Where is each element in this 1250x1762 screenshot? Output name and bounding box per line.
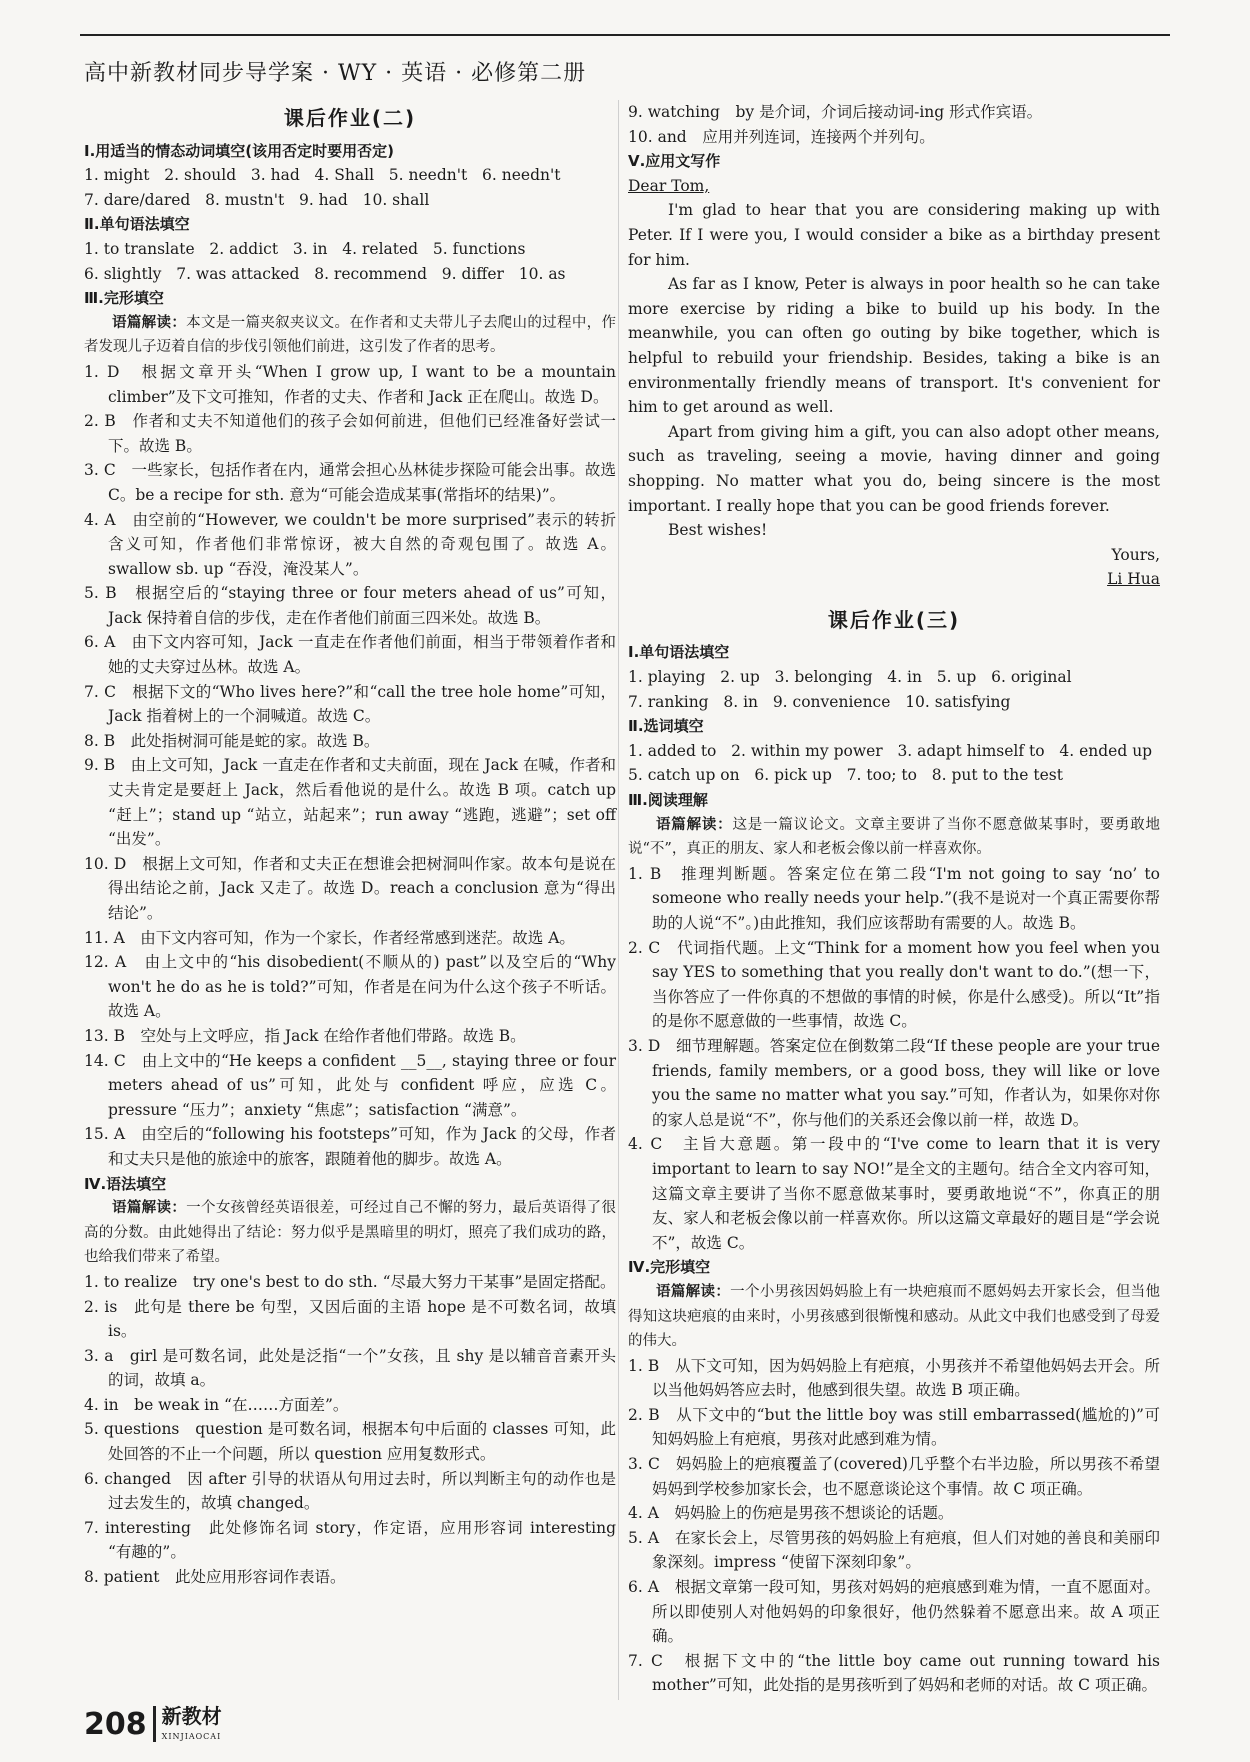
letter-signature: Li Hua: [1107, 570, 1160, 589]
letter-paragraph: As far as I know, Peter is always in poor health so he can take more exercise by riding a bike to build up his body. In the meanwhile, you can often go outing by bike together, which is helpful to rebuild your friendship. Besides, taking a bike is an environmentally friendly means of transport. It's convenient for him to get around as well.: [628, 275, 1160, 417]
answer-item: 11. A 由下文内容可知，作为一个家长，作者经常感到迷茫。故选 A。: [84, 928, 575, 947]
answer-item: 7. interesting 此处修饰名词 story，作定语，应用形容词 interesting “有趣的”。: [84, 1518, 616, 1562]
note-text: 一个女孩曾经英语很差，可经过自己不懈的努力，最后英语得了很高的分数。由此她得出了结论：努力似乎是黑暗里的明灯，照亮了我们成功的路，也给我们带来了希望。: [84, 1200, 617, 1266]
answer-line: 1. playing 2. up 3. belonging 4. in 5. up 6. original: [628, 668, 1072, 687]
page-header: 高中新教材同步导学案 · WY · 英语 · 必修第二册: [84, 61, 587, 86]
answer-item: 12. A 由上文中的“his disobedient(不顺从的) past”以及空后的“Why won't he do as he is told?”可知，作者是在问为什么这个孩子不听话。故选 A。: [84, 953, 616, 1021]
answer-line: 6. slightly 7. was attacked 8. recommend 9. differ 10. as: [84, 264, 566, 283]
heading-grammar-fill: Ⅰ.单句语法填空: [628, 643, 730, 662]
answer-item: 2. C 代词指代题。上文“Think for a moment how you feel when you say YES to something that you really don't want to do.”(想一下，当你答应了一件你真的不想做的事情的时候，你是什么感受)。所以“It”指的是你不愿意做的一些事情，故选 C。: [628, 938, 1160, 1031]
brand-name: 新教材: [161, 1704, 222, 1728]
letter-closing: Yours,: [1111, 545, 1160, 564]
answer-line: 7. dare/dared 8. mustn't 9. had 10. shall: [84, 190, 430, 209]
passage-note: [628, 813, 1160, 862]
answer-item: 1. D 根据文章开头“When I grow up, I want to be a mountain climber”及下文可推知，作者的丈夫、作者和 Jack 正在爬山。故选 D。: [84, 362, 616, 406]
answer-item: 13. B 空处与上文呼应，指 Jack 在给作者他们带路。故选 B。: [84, 1026, 526, 1045]
answer-line: 1. to translate 2. addict 3. in 4. related 5. functions: [84, 239, 526, 258]
answer-line: 7. ranking 8. in 9. convenience 10. satisfying: [628, 692, 1011, 711]
note-label: 语篇解读：: [656, 1283, 731, 1300]
heading-reading: Ⅲ.阅读理解: [628, 791, 708, 810]
top-rule: [80, 34, 1170, 36]
answer-item: 4. C 主旨大意题。第一段中的“I've come to learn that it is very important to learn to say NO!”是全文的主题句。结合全文内容可知，这篇文章主要讲了当你不愿意做某事时，要勇敢地说“不”，你真正的朋友、家人和老板会像以前一样喜欢你。所以这篇文章最好的题目是“学会说不”，故选 C。: [628, 1135, 1160, 1252]
answer-item: 5. A 在家长会上，尽管男孩的妈妈脸上有疤痕，但人们对她的善良和美丽印象深刻。impress “使留下深刻印象”。: [628, 1528, 1160, 1572]
answer-item: 10. and 应用并列连词，连接两个并列句。: [628, 127, 935, 146]
left-column: [84, 100, 616, 1590]
section-title-2: 课后作业(二): [283, 106, 417, 130]
answer-item: 2. is 此句是 there be 句型，又因后面的主语 hope 是不可数名词，故填 is。: [84, 1297, 616, 1341]
section-title-3: 课后作业(三): [827, 607, 961, 632]
heading-word-choice: Ⅱ.选词填空: [628, 717, 704, 736]
heading-cloze: Ⅳ.完形填空: [628, 1258, 711, 1277]
answer-item: 15. A 由空后的“following his footsteps”可知，作为 Jack 的父母，作者和丈夫只是他的旅途中的旅客，跟随着他的脚步。故选 A。: [84, 1125, 616, 1168]
answer-item: 9. B 由上文可知，Jack 一直走在作者和丈夫前面，现在 Jack 在喊，作者和丈夫肯定是要赶上 Jack，然后看他说的是什么。故选 B 项。catch up “赶上”；stand up “站立，站起来”；run away “逃跑，逃避”；set off “出发”。: [84, 756, 616, 849]
note-label: 语篇解读：: [656, 816, 733, 833]
right-column: [628, 100, 1160, 1698]
answer-item: 9. watching by 是介词，介词后接动词-ing 形式作宾语。: [628, 103, 1043, 121]
answer-item: 10. D 根据上文可知，作者和丈夫正在想谁会把树洞叫作家。故本句是说在得出结论之前，Jack 又走了。故选 D。reach a conclusion 意为“得出结论”。: [84, 854, 616, 922]
answer-item: 6. A 由下文内容可知，Jack 一直走在作者他们前面，相当于带领着作者和她的丈夫穿过丛林。故选 A。: [84, 633, 616, 677]
answer-item: 6. A 根据文章第一段可知，男孩对妈妈的疤痕感到难为情，一直不愿面对。所以即使别人对他妈妈的印象很好，他仍然躲着不愿意出来。故 A 项正确。: [628, 1578, 1160, 1646]
answer-item: 2. B 从下文中的“but the little boy was still embarrassed(尴尬的)”可知妈妈脸上有疤痕，男孩对此感到难为情。: [628, 1405, 1160, 1449]
page-footer: [84, 1706, 222, 1742]
note-text: 一个小男孩因妈妈脸上有一块疤痕而不愿妈妈去开家长会，但当他得知这块疤痕的由来时，小男孩感到很惭愧和感动。从此文中我们也感受到了母爱的伟大。: [628, 1283, 1161, 1350]
answer-item: 3. C 一些家长，包括作者在内，通常会担心丛林徒步探险可能会出事。故选 C。be a recipe for sth. 意为“可能会造成某事(常指坏的结果)”。: [84, 461, 616, 504]
answer-item: 8. B 此处指树洞可能是蛇的家。故选 B。: [84, 731, 380, 750]
answer-item: 4. A 妈妈脸上的伤疤是男孩不想谈论的话题。: [628, 1504, 954, 1523]
answer-line: 1. might 2. should 3. had 4. Shall 5. needn't 6. needn't: [84, 166, 561, 185]
brand-subtitle: XINJIAOCAI: [161, 1732, 222, 1741]
heading-cloze: Ⅲ.完形填空: [84, 289, 164, 308]
passage-note: [628, 1280, 1160, 1354]
heading-grammar-fill: Ⅱ.单句语法填空: [84, 215, 190, 234]
letter-paragraph: I'm glad to hear that you are considering making up with Peter. If I were you, I would consider a bike as a birthday present for him.: [628, 201, 1160, 269]
note-label: 语篇解读：: [112, 1200, 187, 1217]
note-label: 语篇解读：: [112, 314, 187, 331]
brand-logo: [153, 1706, 222, 1742]
answer-item: 1. B 推理判断题。答案定位在第二段“I'm not going to say ‘no’ to someone who really needs your help.”(我不是说对一个真正需要你帮助的人说“不”。)由此推知，我们应该帮助有需要的人。故选 B。: [628, 864, 1160, 932]
answer-item: 7. C 根据下文中的“the little boy came out running toward his mother”可知，此处指的是男孩听到了妈妈和老师的对话。故 C 项正确。: [628, 1651, 1160, 1695]
answer-item: 4. A 由空前的“However, we couldn't be more surprised”表示的转折含义可知，作者他们非常惊讶，被大自然的奇观包围了。故选 A。swallow sb. up “吞没，淹没某人”。: [84, 510, 616, 578]
heading-writing: Ⅴ.应用文写作: [628, 152, 721, 171]
answer-item: 3. D 细节理解题。答案定位在倒数第二段“If these people are your true friends, family members, or a good boss, they will like or love you the same no matter what you say.”可知，作者认为，如果你对你的家人总是说“不”，你与他们的关系还会像以前一样，故选 D。: [628, 1036, 1160, 1129]
answer-item: 5. B 根据空后的“staying three or four meters ahead of us”可知，Jack 保持着自信的步伐，走在作者他们前面三四米处。故选 B。: [84, 584, 616, 627]
sample-letter: [628, 174, 1160, 592]
heading-modal-verbs: Ⅰ.用适当的情态动词填空(该用否定时要用否定): [84, 141, 394, 160]
heading-grammar-passage: Ⅳ.语法填空: [84, 1174, 167, 1193]
spacer: [628, 592, 1160, 602]
answer-item: 2. B 作者和丈夫不知道他们的孩子会如何前进，但他们已经准备好尝试一下。故选 B。: [84, 412, 616, 455]
answer-item: 14. C 由上文中的“He keeps a confident __5__, staying three or four meters ahead of us”可知，此处与 confident 呼应，应选 C。pressure “压力”；anxiety “焦虑”；satisfaction “满意”。: [84, 1051, 616, 1119]
letter-salutation: Dear Tom,: [628, 176, 710, 195]
answer-item: 3. a girl 是可数名词，此处是泛指“一个”女孩，且 shy 是以辅音音素开头的词，故填 a。: [84, 1346, 616, 1390]
answer-item: 8. patient 此处应用形容词作表语。: [84, 1568, 346, 1587]
passage-note: [84, 1196, 616, 1270]
answer-line: 1. added to 2. within my power 3. adapt himself to 4. ended up: [628, 741, 1153, 760]
answer-item: 5. questions question 是可数名词，根据本句中后面的 classes 可知，此处回答的不止一个问题，所以 question 应用复数形式。: [84, 1420, 616, 1464]
letter-paragraph: Best wishes!: [668, 521, 768, 540]
passage-note: [84, 311, 616, 360]
letter-paragraph: Apart from giving him a gift, you can also adopt other means, such as traveling, seeing a movie, having dinner and going shopping. No matter what you do, being sincere is the most important. I really hope that you can be good friends forever.: [628, 422, 1160, 515]
answer-item: 7. C 根据下文的“Who lives here?”和“call the tree hole home”可知，Jack 指着树上的一个洞喊道。故选 C。: [84, 682, 616, 726]
answer-item: 1. to realize try one's best to do sth. “尽最大努力干某事”是固定搭配。: [84, 1272, 616, 1291]
note-text: 这是一篇议论文。文章主要讲了当你不愿意做某事时，要勇敢地说“不”，真正的朋友、家人和老板会像以前一样喜欢你。: [628, 816, 1160, 858]
answer-item: 1. B 从下文可知，因为妈妈脸上有疤痕，小男孩并不希望他妈妈去开会。所以当他妈妈答应去时，他感到很失望。故选 B 项正确。: [628, 1356, 1160, 1400]
answer-item: 4. in be weak in “在……方面差”。: [84, 1395, 349, 1414]
answer-item: 3. C 妈妈脸上的疤痕覆盖了(covered)几乎整个右半边脸，所以男孩不希望妈妈到学校参加家长会，也不愿意谈论这个事情。故 C 项正确。: [628, 1455, 1160, 1498]
column-divider: [618, 100, 619, 1700]
page-number: 208: [84, 1707, 147, 1742]
note-text: 本文是一篇夹叙夹议文。在作者和丈夫带儿子去爬山的过程中，作者发现儿子迈着自信的步伐引领他们前进，这引发了作者的思考。: [84, 314, 617, 356]
answer-item: 6. changed 因 after 引导的状语从句用过去时，所以判断主句的动作也是过去发生的，故填 changed。: [84, 1469, 616, 1513]
answer-line: 5. catch up on 6. pick up 7. too; to 8. put to the test: [628, 766, 1063, 785]
